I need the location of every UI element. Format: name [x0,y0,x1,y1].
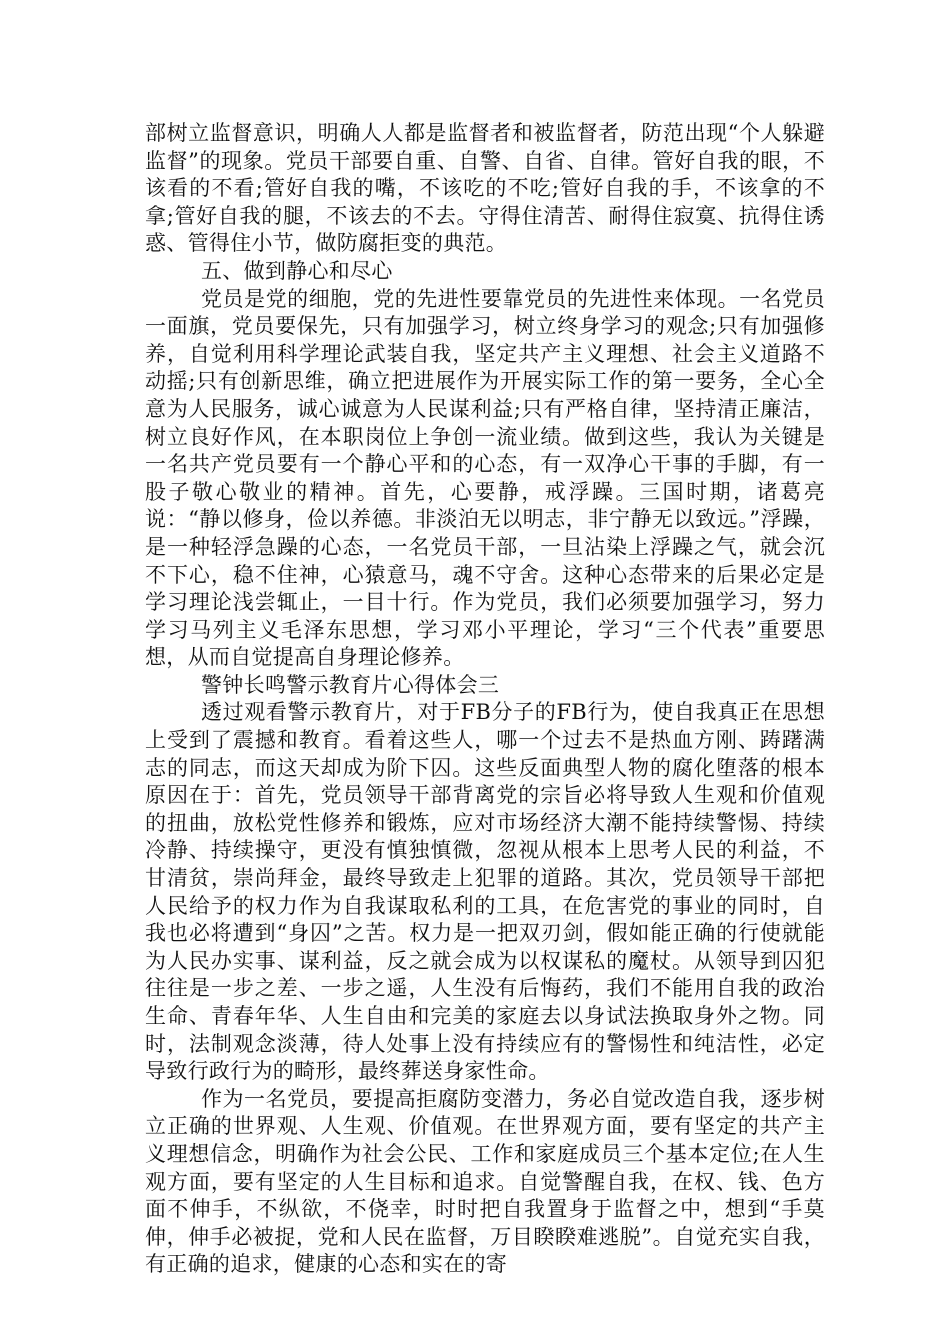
heading-reflection-three: 警钟长鸣警示教育片心得体会三 [201,672,500,697]
heading-section-five: 五、做到静心和尽心 [201,258,393,283]
paragraph-supervision: 部树立监督意识，明确人人都是监督者和被监督者，防范出现“个人躲避监督”的现象。党员干部要自重、自警、自省、自律。管好自我的眼，不该看的不看;管好自我的嘴，不该吃的不吃;管好自我的手，不该拿的不拿;管好自我的腿，不该去的不去。守得住清苦、耐得住寂寞、抗得住诱惑、管得住小节，做防腐拒变的典范。 [145,121,825,256]
paragraph-party-member: 党员是党的细胞，党的先进性要靠党员的先进性来体现。一名党员一面旗，党员要保先，只有加强学习，树立终身学习的观念;只有加强修养，自觉利用科学理论武装自我，坚定共产主义理想、社会主义道路不动摇;只有创新思维，确立把进展作为开展实际工作的第一要务，全心全意为人民服务，诚心诚意为人民谋利益;只有严格自律，坚持清正廉洁，树立良好作风，在本职岗位上争创一流业绩。做到这些，我认为关键是一名共产党员要有一个静心平和的心态，有一双净心干事的手脚，有一股子敬心敬业的精神。首先，心要静，戒浮躁。三国时期，诸葛亮说：“静以修身，俭以养德。非淡泊无以明志，非宁静无以致远。”浮躁，是一种轻浮急躁的心态，一名党员干部，一旦沾染上浮躁之气，就会沉不下心，稳不住神，心猿意马，魂不守舍。这种心态带来的后果必定是学习理论浅尝辄止，一目十行。作为党员，我们必须要加强学习，努力学习马列主义毛泽东思想，学习邓小平理论，学习“三个代表”重要思想，从而自觉提高自身理论修养。 [145,286,825,670]
paragraph-anti-corruption: 作为一名党员，要提高拒腐防变潜力，务必自觉改造自我，逐步树立正确的世界观、人生观、价值观。在世界观方面，要有坚定的共产主义理想信念，明确作为社会公民、工作和家庭成员三个基本定位;在人生观方面，要有坚定的人生目标和追求。自觉警醒自我，在权、钱、色方面不伸手，不纵欲，不侥幸，时时把自我置身于监督之中，想到“手莫伸，伸手必被捉，党和人民在监督，万目睽睽难逃脱”。自觉充实自我，有正确的追求，健康的心态和实在的寄 [145,1086,825,1277]
paragraph-warning-film: 透过观看警示教育片，对于FB分子的FB行为，使自我真正在思想上受到了震撼和教育。看着这些人，哪一个过去不是热血方刚、踌躇满志的同志，而这天却成为阶下囚。这些反面典型人物的腐化堕落的根本原因在于：首先，党员领导干部背离党的宗旨必将导致人生观和价值观的扭曲，放松党性修养和锻炼，应对市场经济大潮不能持续警惕、持续冷静、持续操守，更没有慎独慎微，忽视从根本上思考人民的利益，不甘清贫，崇尚拜金，最终导致走上犯罪的道路。其次，党员领导干部把人民给予的权力作为自我谋取私利的工具，在危害党的事业的同时，自我也必将遭到“身囚”之苦。权力是一把双刃剑，假如能正确的行使就能为人民办实事、谋利益，反之就会成为以权谋私的魔杖。从领导到囚犯往往是一步之差、一步之遥，人生没有后悔药，我们不能用自我的政治生命、青春年华、人生自由和完美的家庭去以身试法换取身外之物。同时，法制观念淡薄，待人处事上没有持续应有的警惕性和纯洁性，必定导致行政行为的畸形，最终葬送身家性命。 [145,700,825,1084]
document-body [145,120,825,1279]
